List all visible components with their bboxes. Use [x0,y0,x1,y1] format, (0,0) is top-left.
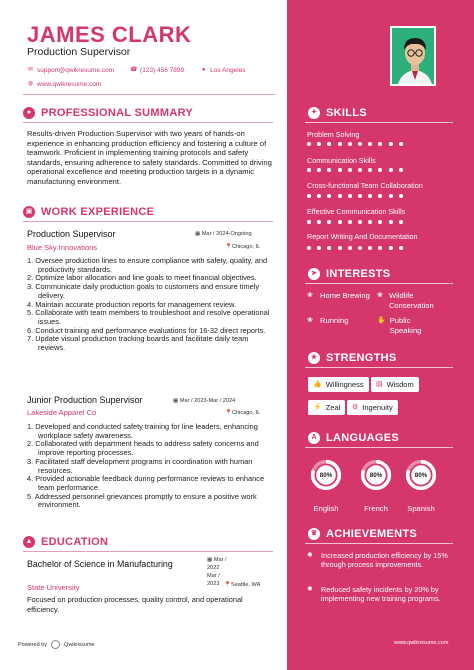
language-item [310,459,342,513]
gear-icon: ⚙ [352,404,359,411]
rating-dot [368,246,372,250]
star-icon: ✸ [307,552,313,559]
pin-icon: 📍 [224,582,231,588]
education-school: State University [27,583,80,592]
interest-item: ❀ Wildlife Conservation [377,291,434,310]
education-heading: EDUCATION [41,536,109,548]
list-item: 4. Maintain accurate production reports for management review. [27,299,237,309]
footer-powered: Powered by Qwikresume [18,641,95,648]
skill-rating [307,142,403,146]
skill-rating [307,194,403,198]
rating-dot [378,194,382,198]
summary-header [23,107,193,119]
list-item: 4. Provided actionable feedback during performance reviews to enhance team performance. [27,474,265,492]
interests-divider [305,283,453,284]
rating-dot [307,220,311,224]
rating-dot [317,168,321,172]
rating-dot [368,168,372,172]
job-dates: ▦ Mar / 2024-Ongoing [195,231,252,237]
job-title: Junior Production Supervisor [27,395,143,405]
rating-dot [317,246,321,250]
qwikresume-logo-icon [51,640,60,649]
skills-divider [305,122,453,123]
rating-dot [368,194,372,198]
footer-brand[interactable]: Qwikresume [64,641,95,648]
rating-dot [338,168,342,172]
rating-dot [378,142,382,146]
rating-dot [307,246,311,250]
rating-dot [378,220,382,224]
language-percent: 80% [319,472,333,480]
rating-dot [348,220,352,224]
contact-row [27,67,246,74]
calendar-icon: ▦ [207,557,214,563]
strength-tag: ⚡ Zeal [308,400,345,415]
location-text: Los Angeles [210,67,246,74]
list-item: 2. Collaborated with department heads to address safety concerns and improve reporting processes. [27,439,259,458]
header-divider [23,94,275,95]
list-item: 3. Communicate daily production goals to customers and ensure timely delivery. [27,282,260,300]
skills-header [308,107,367,119]
job-company: Blue Sky Innovations [27,243,98,252]
job-bullets [27,257,272,353]
rating-dot [307,168,311,172]
language-ring [310,459,342,491]
trophy-icon: ♛ [308,528,320,540]
rating-dot [307,194,311,198]
rating-dot [358,142,362,146]
language-name: French [364,504,388,513]
lightbulb-icon: ✦ [308,107,320,119]
avatar [392,28,436,86]
website-text[interactable]: www.qwikresume.com [37,81,102,88]
strengths-heading: STRENGTHS [326,352,397,364]
skill-rating [307,246,403,250]
rating-dot [378,246,382,250]
education-degree: Bachelor of Science in Manufacturing [27,559,173,569]
footer-url[interactable]: www.qwikresume.com [394,640,449,646]
email-text[interactable]: support@qwikresume.com [37,67,115,74]
job-title: Production Supervisor [27,229,116,239]
job-dates: ▦ Mar / 2023-Mar / 2024 [173,398,236,404]
list-item: 7. Update visual production tracking boards and facilitate daily team reviews. [27,334,249,353]
rating-dot [378,168,382,172]
language-item [405,459,437,513]
language-ring [360,459,392,491]
languages-divider [305,447,453,448]
job-location: 📍Chicago, IL [225,410,261,416]
paw-icon: ❀ [307,317,313,324]
achievements-divider [305,543,453,544]
website-row [27,81,101,88]
rating-dot [399,194,403,198]
rating-dot [338,194,342,198]
user-icon: ● [23,107,35,119]
rating-dot [327,168,331,172]
list-item: 1. Developed and conducted safety training for line leaders, enhancing workplace safety awareness. [27,422,258,440]
pin-icon: 📍 [225,244,232,250]
achievements-header [308,528,417,540]
rating-dot [348,246,352,250]
briefcase-icon: ▣ [23,206,35,218]
rating-dot [358,194,362,198]
phone-text[interactable]: (123) 456 7899 [140,67,185,74]
rating-dot [399,220,403,224]
list-item: 1. Oversee production lines to ensure compliance with safety, quality, and productivity standards. [27,256,268,274]
experience-header [23,206,154,218]
job-location: 📍Chicago, IL [225,244,261,250]
book-icon: ▤ [376,381,383,388]
language-item [360,459,392,513]
rating-dot [327,246,331,250]
job-bullets [27,423,272,510]
education-dates: ▦ Mar / 2022 Mar / 2023 [207,557,227,587]
location-icon: ● [201,67,206,73]
achievement-item: ✸ Increased production efficiency by 15% through process improvements. [307,551,448,570]
interests-heading: INTERESTS [326,268,391,280]
skill-name: Cross-functional Team Collaboration [307,181,423,190]
rating-dot [399,168,403,172]
profile-photo [390,26,436,86]
list-item: 5. Addressed personnel grievances promptly to ensure a positive work environment. [27,491,257,510]
language-name: English [313,504,339,513]
rating-dot [348,168,352,172]
education-header [23,536,108,548]
rating-dot [389,168,393,172]
language-name: Spanish [407,504,435,513]
language-percent: 80% [414,472,428,480]
list-item: 2. Optimize labor allocation and line goals to meet financial objectives. [27,273,257,283]
languages-header [308,432,399,444]
achievement-item: ✸ Reduced safety incidents by 20% by implementing new training programs. [307,585,441,604]
rating-dot [327,220,331,224]
strengths-divider [305,367,453,368]
rating-dot [358,168,362,172]
strengths-header [308,352,397,364]
rating-dot [317,194,321,198]
candidate-name: JAMES CLARK [27,22,192,47]
sidebar-column [287,0,474,670]
rating-dot [389,194,393,198]
job-company: Lakeside Apparel Co [27,408,97,417]
strength-tag: 👍 Willingness [308,377,369,392]
rating-dot [399,142,403,146]
skill-rating [307,220,403,224]
calendar-icon: ▦ [173,398,180,404]
summary-heading: PROFESSIONAL SUMMARY [41,107,194,119]
rating-dot [317,220,321,224]
strength-tag: ⚙ Ingenuity [347,400,398,415]
rating-dot [389,246,393,250]
candidate-title: Production Supervisor [27,46,131,58]
interest-item: ❀ Home Brewing [307,291,370,300]
language-ring [405,459,437,491]
rating-dot [327,142,331,146]
rating-dot [399,246,403,250]
languages-heading: LANGUAGES [326,432,399,444]
language-icon: A [308,432,320,444]
globe-icon: ◍ [27,81,34,87]
award-icon: ★ [308,352,320,364]
achievements-heading: ACHIEVEMENTS [326,528,417,540]
handshake-icon: ✋ [377,317,386,324]
rating-dot [327,194,331,198]
skill-name: Effective Communication Skills [307,207,406,216]
interest-item: ❀ Running [307,316,349,325]
rating-dot [348,194,352,198]
star-icon: ✸ [307,586,313,593]
thumbs-up-icon: 👍 [313,381,322,388]
list-item: 6. Conduct training and performance evaluations for 16-32 direct reports. [27,325,266,335]
skill-name: Problem Solving [307,130,360,139]
skill-name: Report Writing And Documentation [307,232,418,241]
skills-heading: SKILLS [326,107,367,119]
rating-dot [338,220,342,224]
rating-dot [338,142,342,146]
interest-item: ✋ Public Speaking [377,316,422,335]
skill-rating [307,168,403,172]
paper-plane-icon: ➤ [308,268,320,280]
language-percent: 80% [369,472,383,480]
list-item: 3. Facilitated staff development programs in coordination with human resources. [27,456,253,475]
rating-dot [389,220,393,224]
rating-dot [317,142,321,146]
education-divider [23,551,273,552]
experience-divider [23,221,273,222]
experience-heading: WORK EXPERIENCE [41,206,155,218]
interests-header [308,268,390,280]
rating-dot [368,220,372,224]
email-icon: ✉ [27,67,34,73]
rating-dot [348,142,352,146]
list-item: 5. Collaborate with team members to troubleshoot and resolve operational issues. [27,308,270,326]
rating-dot [338,246,342,250]
summary-text: Results-driven Production Supervisor with two years of hands-on experience in enhancing production efficiency and fostering a culture of teamwork. Proficient in implementing training protocols and safety standards, ensuring adherence to safety standards. Committed to driving operational excellence and meeting production targets in a dynamic manufacturing environment. [27,129,272,186]
paw-icon: ❀ [377,292,383,299]
strength-tag: ▤ Wisdom [371,377,419,392]
skill-name: Communication Skills [307,156,376,165]
rating-dot [307,142,311,146]
graduation-cap-icon: ▲ [23,536,35,548]
summary-divider [23,122,273,123]
bolt-icon: ⚡ [313,404,322,411]
phone-icon: ☎ [130,67,138,73]
education-description: Focused on production processes, quality control, and operational efficiency. [27,595,243,614]
rating-dot [368,142,372,146]
paw-icon: ❀ [307,292,313,299]
rating-dot [358,246,362,250]
education-location: 📍Seattle, WA [224,582,261,588]
calendar-icon: ▦ [195,231,202,237]
pin-icon: 📍 [225,410,232,416]
rating-dot [389,142,393,146]
rating-dot [358,220,362,224]
